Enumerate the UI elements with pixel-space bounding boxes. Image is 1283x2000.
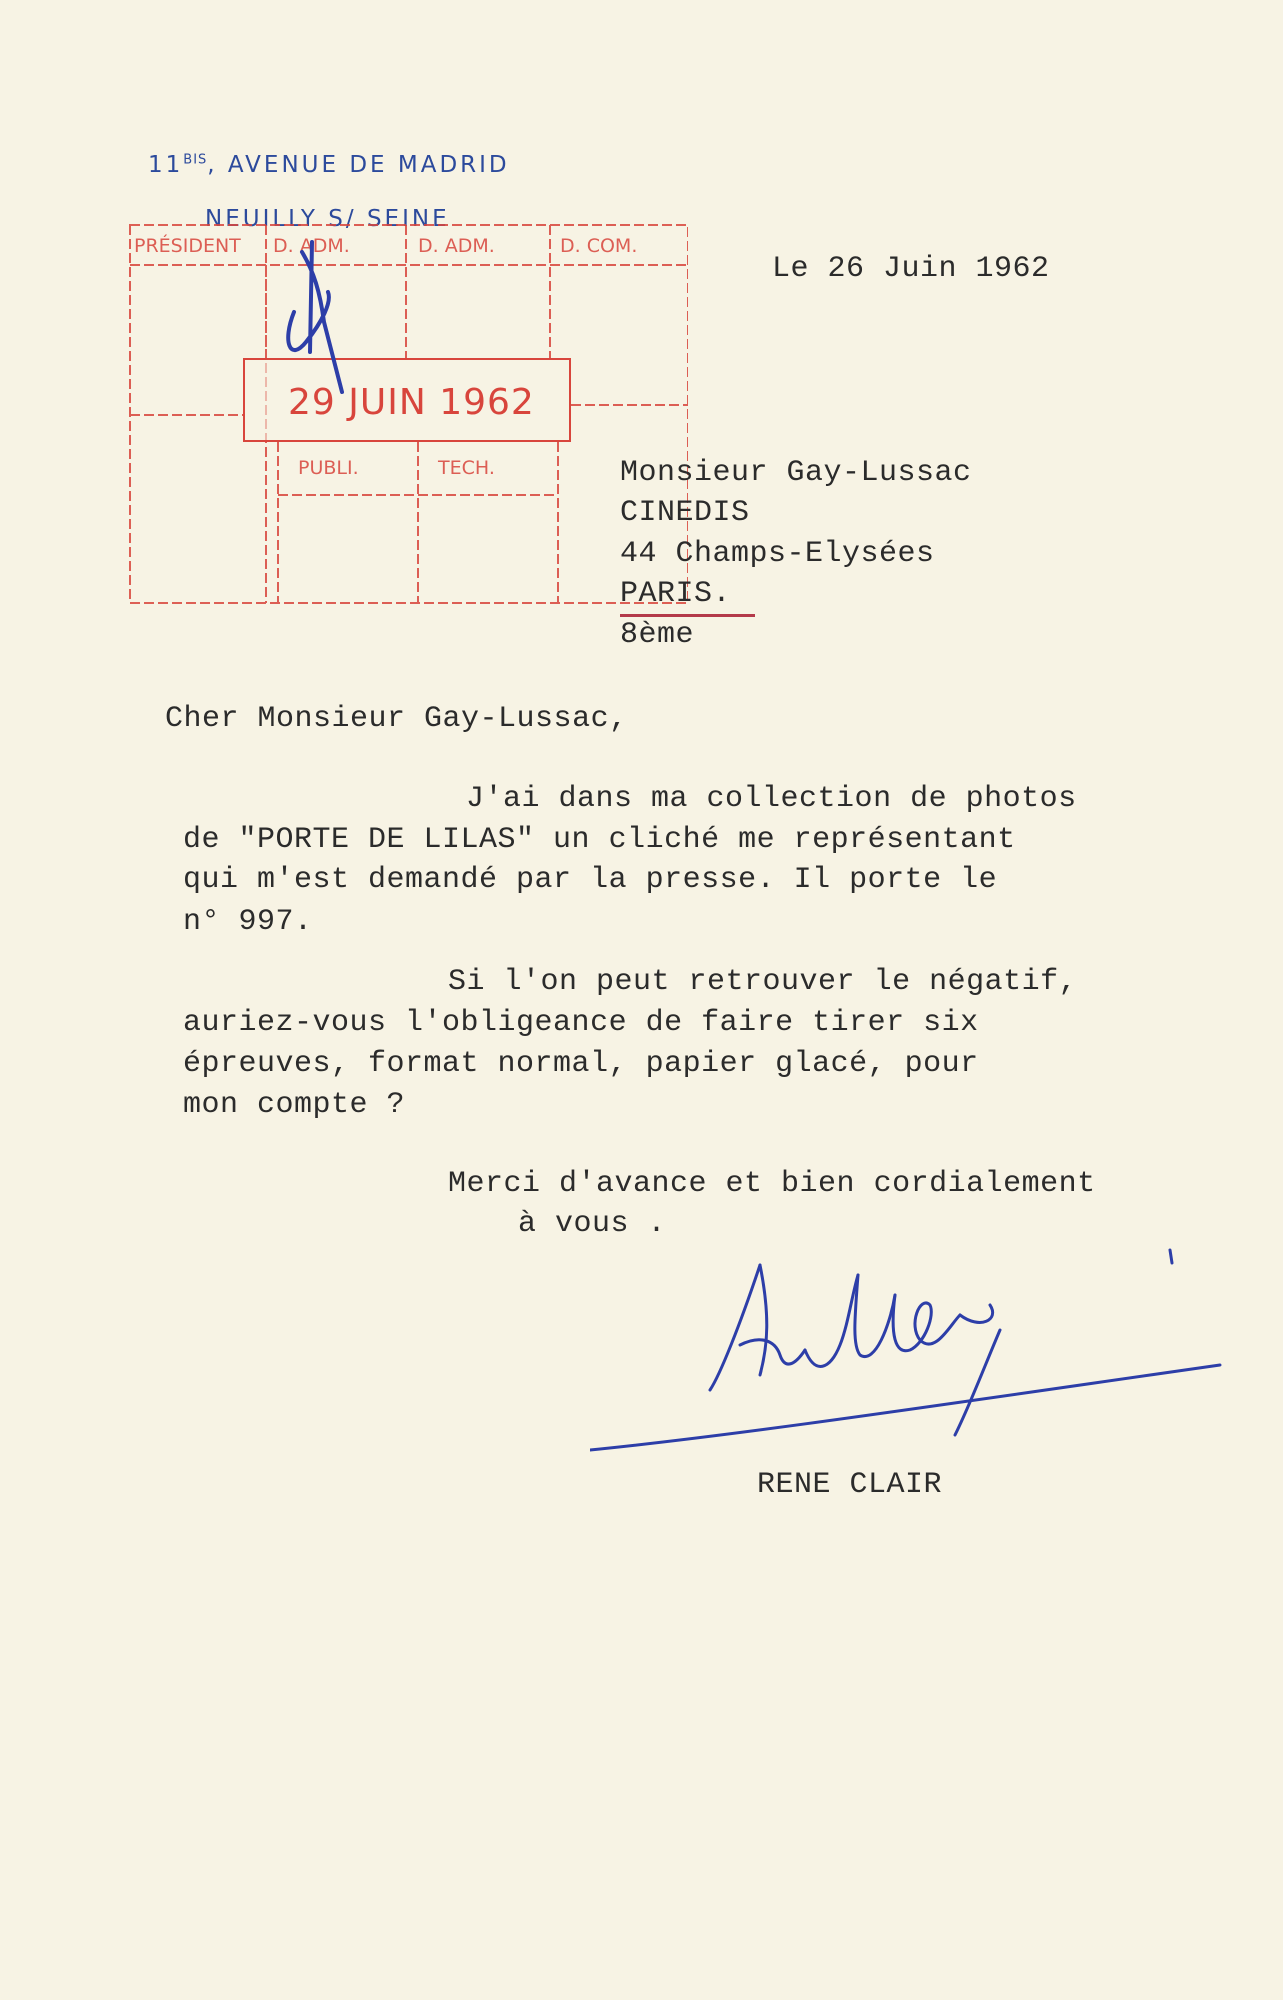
paragraph1-line3: qui m'est demandé par la presse. Il porte le <box>183 863 998 897</box>
paragraph2-line4: mon compte ? <box>183 1088 406 1122</box>
paragraph2-line1: Si l'on peut retrouver le négatif, <box>448 965 1078 999</box>
stamp-header-publi: PUBLI. <box>298 457 359 479</box>
stamp-date: 29 JUIN 1962 <box>288 382 535 423</box>
recipient-company: CINEDIS <box>620 496 750 530</box>
recipient-street: 44 Champs-Elysées <box>620 537 935 571</box>
stamp-header-tech: TECH. <box>438 457 495 479</box>
city-underline <box>620 614 755 617</box>
letterhead-number: 11 <box>148 152 184 178</box>
paragraph1-line1: J'ai dans ma collection de photos <box>466 782 1077 816</box>
stamp-header-d-adm-2: D. ADM. <box>418 235 495 257</box>
recipient-name: Monsieur Gay-Lussac <box>620 456 972 490</box>
letterhead-address-line <box>148 152 510 178</box>
stamp-header-president: PRÉSIDENT <box>134 235 241 257</box>
salutation: Cher Monsieur Gay-Lussac, <box>165 702 628 736</box>
closing-line2: à vous . <box>518 1207 667 1241</box>
letterhead-street: , AVENUE DE MADRID <box>207 152 510 178</box>
letter-date: Le 26 Juin 1962 <box>772 252 1050 286</box>
handwritten-signature <box>590 1235 1230 1465</box>
paragraph1-line2: de "PORTE DE LILAS" un cliché me représentant <box>183 823 1016 857</box>
handwritten-initials <box>272 232 362 402</box>
paragraph2-line3: épreuves, format normal, papier glacé, pour <box>183 1047 979 1081</box>
paragraph1-line4: n° 997. <box>183 905 313 939</box>
recipient-city: PARIS. <box>620 577 732 611</box>
recipient-district: 8ème <box>620 618 695 652</box>
letterhead-bis: BIS <box>183 152 208 168</box>
paragraph2-line2: auriez-vous l'obligeance de faire tirer six <box>183 1006 979 1040</box>
closing-line1: Merci d'avance et bien cordialement <box>448 1167 1096 1201</box>
reception-stamp <box>128 205 688 605</box>
letterhead-city: NEUILLY S/ SEINE <box>205 206 450 232</box>
stamp-header-d-adm-1: D. ADM. <box>273 235 350 257</box>
signer-name: RENE CLAIR <box>757 1468 943 1502</box>
stamp-header-d-com: D. COM. <box>560 235 638 257</box>
